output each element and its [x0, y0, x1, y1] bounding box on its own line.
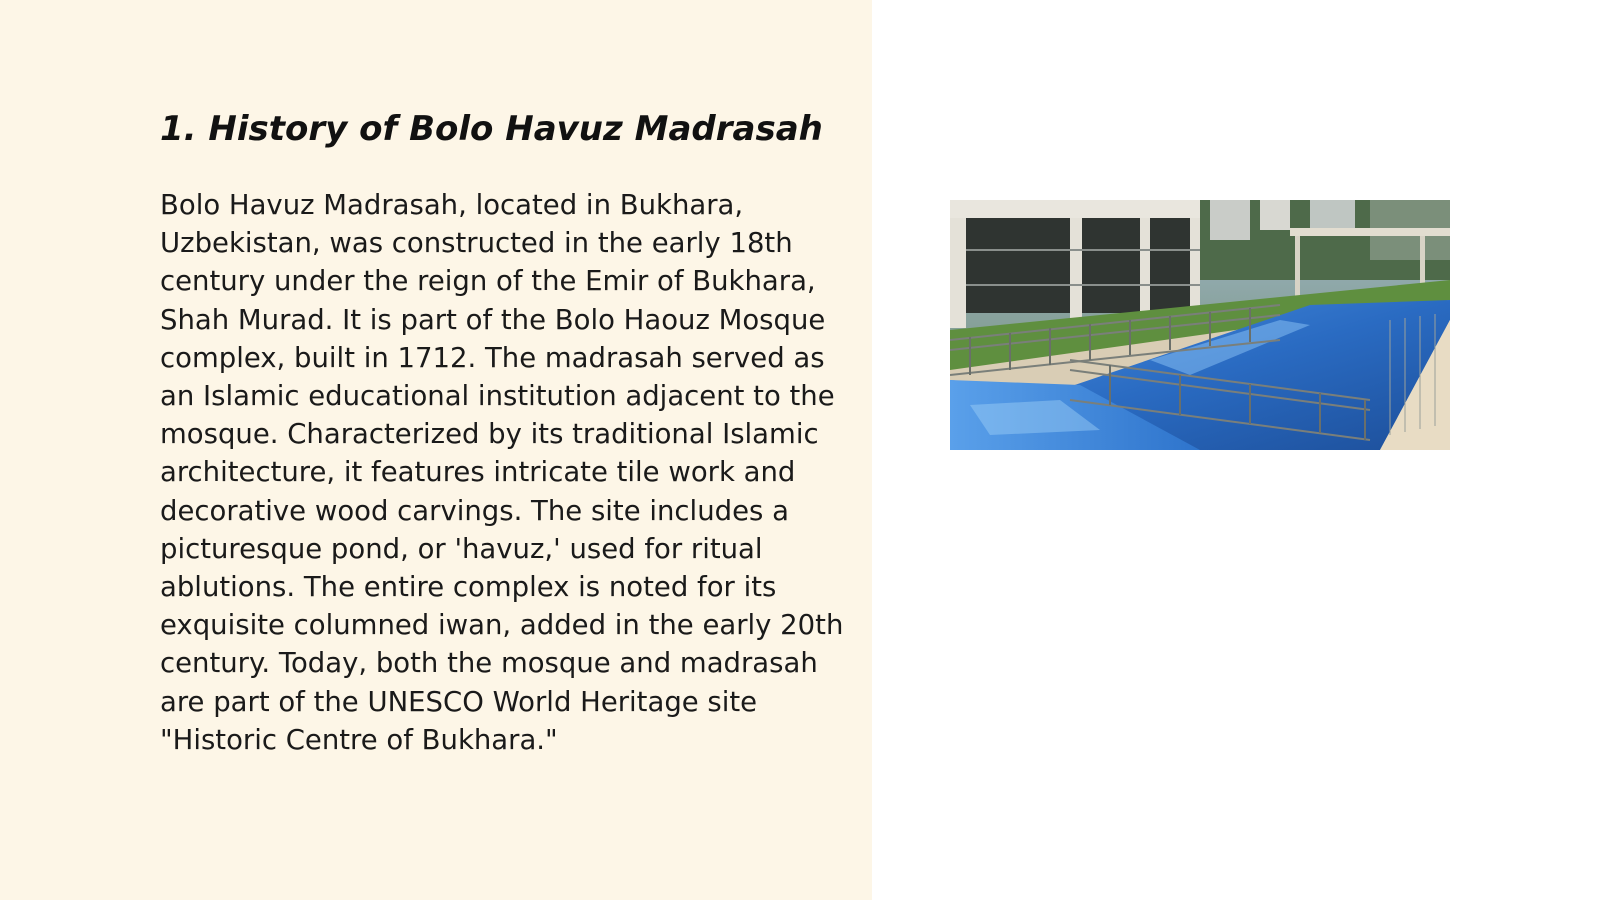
image-panel: [872, 0, 1600, 900]
slide-title: 1. History of Bolo Havuz Madrasah: [160, 109, 823, 149]
swimming-pool-photo: [950, 200, 1450, 450]
slide-body-text: Bolo Havuz Madrasah, located in Bukhara, Uzbekistan, was constructed in the early 18th century under the reign of the Emir of Bukhara, Shah Murad. It is part of the Bolo Haouz Mosque complex, built in 1712. The madrasah served as an Islamic educational institution adjacent to the mosque. Characterized by its traditional Islamic architecture, it features intricate tile work and decorative wood carvings. The site includes a picturesque pond, or 'havuz,' used for ritual ablutions. The entire complex is noted for its exquisite columned iwan, added in the early 20th century. Today, both the mosque and madrasah are part of the UNESCO World Heritage site "Historic Centre of Bukhara.": [160, 189, 844, 756]
